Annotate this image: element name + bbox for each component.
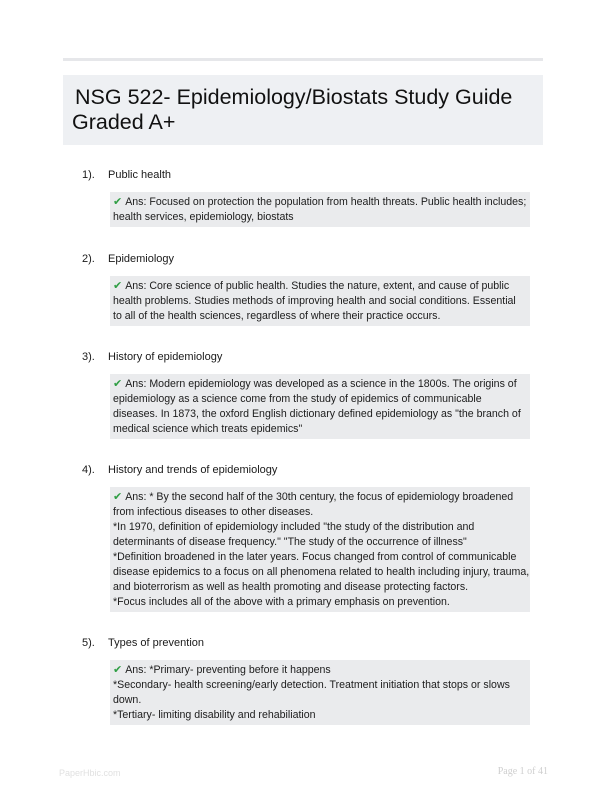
answer-line: determinants of disease frequency." "The study of the occurrence of illness" [113,536,467,548]
answer-line: *Definition broadened in the later years. Focus changed from control of communicable [113,551,517,563]
document-title-line-2: Graded A+ [72,110,176,134]
question-text: Types of prevention [108,637,205,649]
answer-box [110,276,530,326]
answer-line: Ans: Focused on protection the population from health threats. Public health includes; [125,196,527,208]
answer-line: from infectious diseases to other diseases. [113,506,314,518]
answer-line: disease epidemics to a focus on all phenomena related to health including injury, trauma, [113,566,530,578]
question-number: 2). [82,253,95,265]
question-text: History of epidemiology [108,351,223,363]
document-title-line-1: NSG 522- Epidemiology/Biostats Study Guide [75,85,513,109]
answer-line: *In 1970, definition of epidemiology included "the study of the distribution and [113,521,475,533]
watermark: PaperHbic.com [59,768,121,778]
check-icon: ✔ [113,490,123,503]
question-number: 5). [82,637,95,649]
answer-box [110,487,530,612]
check-icon: ✔ [113,279,123,292]
answer-line: down. [113,694,142,706]
qa-item-4 [82,463,537,612]
page-indicator: Page 1 of 41 [497,766,548,777]
answer-line: and bioterrorism as well as health promoting and disease protecting factors. [113,581,469,593]
answer-box [110,660,530,725]
qa-item-5 [82,636,537,725]
answer-line: diseases. In 1873, the oxford English dictionary defined epidemiology as "the branch of [113,408,521,420]
answer-line: Ans: * By the second half of the 30th century, the focus of epidemiology broadened [125,491,514,503]
answer-line: health problems. Studies methods of improving health and social conditions. Essential [113,295,516,307]
document-title [72,85,533,135]
answer-line: medical science which treats epidemics" [113,423,303,435]
title-banner [63,75,543,145]
answer-line: *Tertiary- limiting disability and rehabiliation [113,709,316,721]
top-divider [63,58,543,61]
answer-box [110,192,530,227]
answer-box [110,374,530,439]
answer-line: Ans: Core science of public health. Studies the nature, extent, and cause of public [125,280,510,292]
answer-line: *Focus includes all of the above with a primary emphasis on prevention. [113,596,450,608]
answer-line: to all of the health sciences, regardless of where their practice occurs. [113,310,441,322]
question-number: 1). [82,169,95,181]
question-text: Epidemiology [108,253,175,265]
qa-item-3 [82,350,537,439]
question-number: 3). [82,351,95,363]
qa-item-2 [82,252,537,326]
answer-line: *Secondary- health screening/early detection. Treatment initiation that stops or slows [113,679,510,691]
question-text: History and trends of epidemiology [108,464,278,476]
answer-line: epidemiology as a science come from the study of epidemics of communicable [113,393,482,405]
qa-item-1 [82,168,537,227]
question-number: 4). [82,464,95,476]
answer-line: Ans: *Primary- preventing before it happens [125,664,331,676]
check-icon: ✔ [113,663,123,676]
answer-line: Ans: Modern epidemiology was developed as a science in the 1800s. The origins of [125,378,517,390]
question-text: Public health [108,169,171,181]
check-icon: ✔ [113,377,123,390]
answer-line: health services, epidemiology, biostats [113,211,294,223]
check-icon: ✔ [113,195,123,208]
